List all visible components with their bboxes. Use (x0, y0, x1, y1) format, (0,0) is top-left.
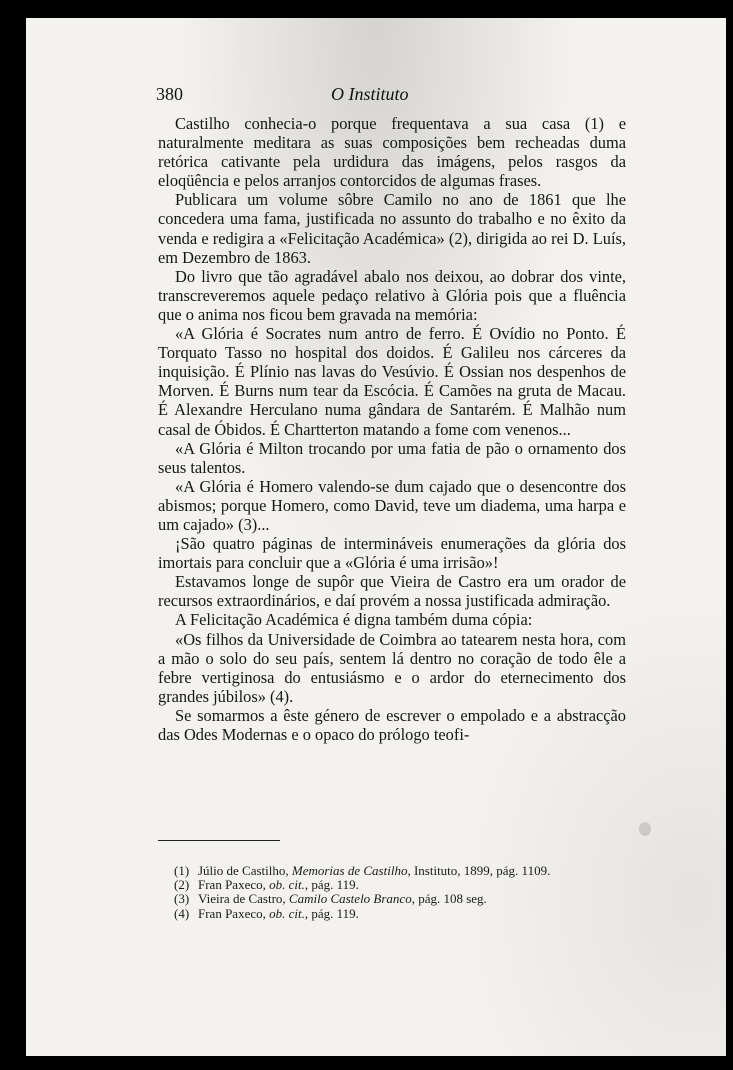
footnotes (174, 864, 629, 921)
footnote: (2) Fran Paxeco, ob. cit., pág. 119. (174, 877, 359, 893)
running-title: O Instituto (331, 84, 409, 104)
paragraph: «A Glória é Milton trocando por uma fatia de pão o ornamento dos seus talentos. (158, 438, 626, 477)
paragraph: ¡São quatro páginas de intermináveis enumerações da glória dos imortais para concluir que a «Glória é uma irrisão»! (158, 534, 626, 573)
paragraph: Se somarmos a êste género de escrever o empolado e a abstracção das Odes Modernas e o opaco do prólogo teofi- (158, 705, 626, 744)
paper-speck (639, 822, 651, 836)
page-number: 380 (156, 84, 183, 104)
paragraph: Estavamos longe de supôr que Vieira de Castro era um orador de recursos extraordinários, e daí provém a nossa justificada admiração. (158, 572, 626, 611)
paragraph: «A Glória é Socrates num antro de ferro. É Ovídio no Ponto. É Torquato Tasso no hospital dos doidos. É Galileu nos cárceres da inquisição. É Plínio nas lavas do Vesúvio. É Ossian nos despenhos de Morven. É Burns num tear da Escócia. É Camões na gruta de Macau. É Alexandre Herculano numa gândara de Santarém. É Malhão num casal de Óbidos. É Chartterton matando a fome com venenos... (158, 324, 626, 439)
footnote: (3) Vieira de Castro, Camilo Castelo Branco, pág. 108 seg. (174, 891, 487, 907)
footnote: (1) Júlio de Castilho, Memorias de Castilho, Instituto, 1899, pág. 1109. (174, 863, 551, 878)
paragraph: Publicara um volume sôbre Camilo no ano de 1861 que lhe concedera uma fama, justificada no assunto do trabalho e no êxito da venda e redigira a «Felicitação Académica» (2), dirigida ao rei D. Luís, em Dezembro de 1863. (158, 190, 626, 267)
paragraph: «A Glória é Homero valendo-se dum cajado que o desencontre dos abismos; porque Homero, como David, teve um diadema, uma harpa e um cajado» (3)... (158, 476, 626, 534)
page-header (26, 84, 726, 108)
paragraph: A Felicitação Académica é digna também duma cópia: (175, 610, 533, 630)
paragraph: Castilho conhecia-o porque frequentava a sua casa (1) e naturalmente meditara as suas composições bem recheadas duma retórica cativante pela urdidura das imágens, pelos rasgos da eloqüência e pelos arranjos contorcidos de algumas frases. (158, 114, 626, 191)
footnote-rule (158, 840, 280, 841)
paragraph: Do livro que tão agradável abalo nos deixou, ao dobrar dos vinte, transcreveremos aquele pedaço relativo à Glória pois que a fluência que o anima nos ficou bem gravada na memória: (158, 266, 626, 324)
footnote: (4) Fran Paxeco, ob. cit., pág. 119. (174, 905, 359, 921)
paragraph: «Os filhos da Universidade de Coimbra ao tatearem nesta hora, com a mão o solo do seu país, sentem lá dentro no coração de todo êle a febre vertiginosa do entusiásmo e o ardor do eternecimento dos grandes júbilos» (4). (158, 629, 626, 706)
body-text (158, 114, 626, 744)
